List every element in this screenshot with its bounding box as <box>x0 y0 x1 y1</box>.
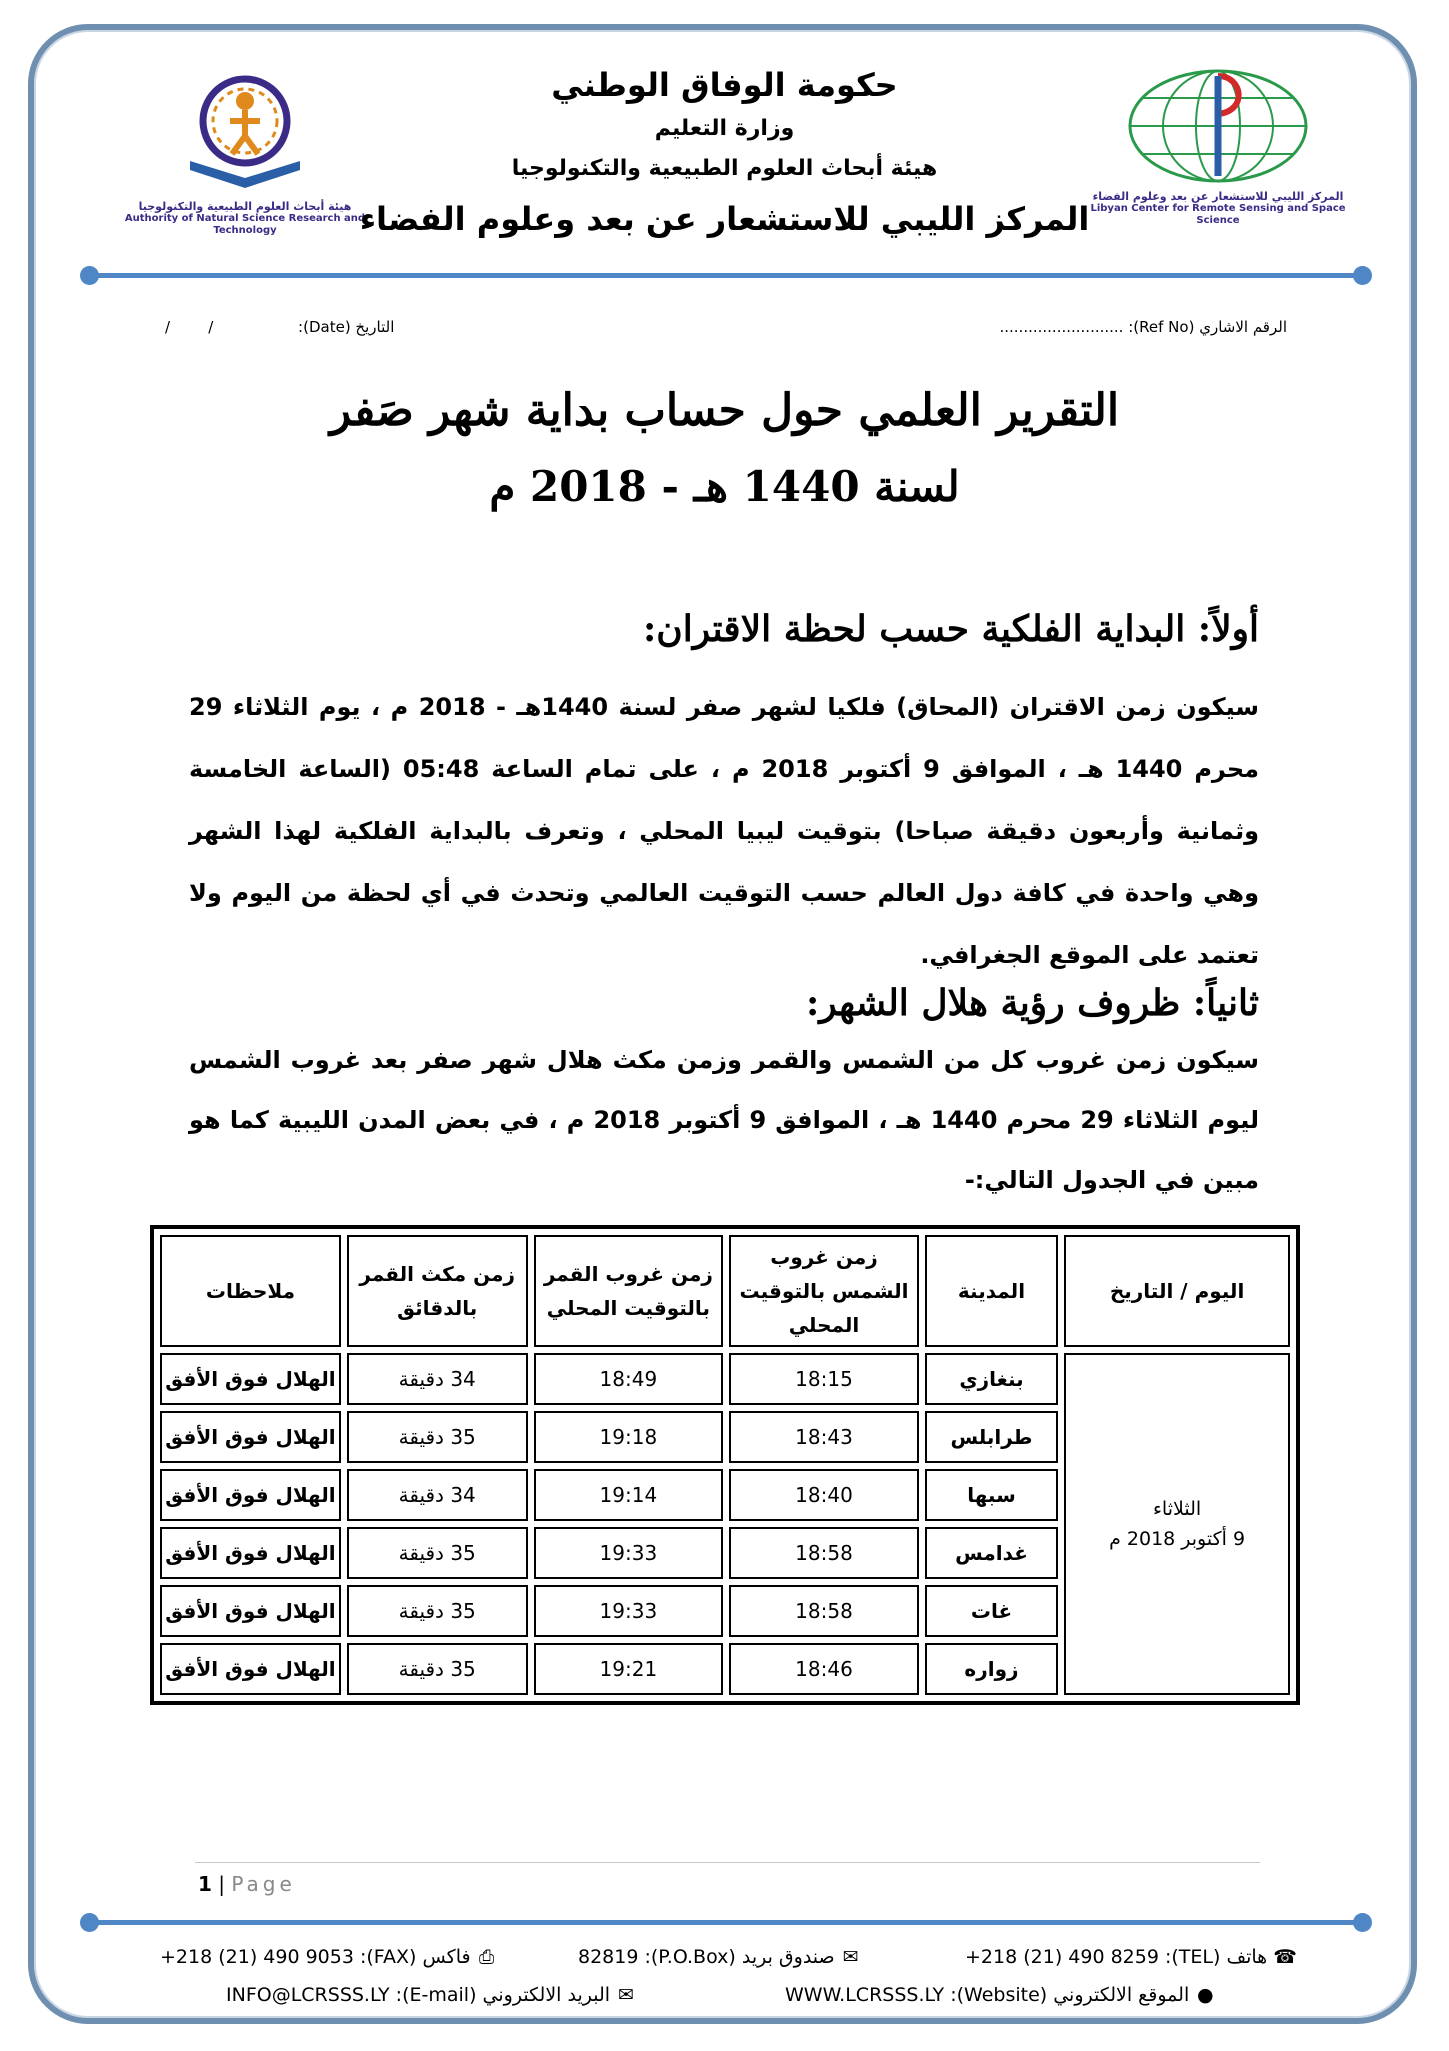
phone-icon: ☎ <box>1273 1946 1297 1968</box>
moon-sighting-table <box>150 1225 1300 1705</box>
report-subtitle: لسنة 1440 هـ - 2018 م <box>489 462 960 511</box>
globe-icon: ● <box>1196 1984 1214 2006</box>
printer-icon: ⎙ <box>479 1946 495 1968</box>
page-number-separator: | <box>218 1872 226 1896</box>
authority-logo-caption-en: Authority of Natural Science Research and Technology <box>124 213 366 236</box>
date <box>165 318 394 336</box>
header-day-date: اليوم / التاريخ <box>1064 1235 1290 1347</box>
note-cell: الهلال فوق الأفق <box>160 1527 341 1579</box>
section2-body: سيكون زمن غروب كل من الشمس والقمر وزمن مكث هلال شهر صفر بعد غروب الشمس ليوم الثلاثاء 29 محرم 1440 هـ ، الموافق 9 أكتوبر 2018 م ، في بعض المدن الليبية كما هو مبين في الجدول التالي:- <box>189 1046 1260 1194</box>
tel-text: +218 (21) 490 8259 :(TEL) هاتف <box>965 1946 1268 1968</box>
page-number-label: Page <box>231 1872 296 1896</box>
table-row <box>160 1353 1290 1405</box>
header-sunset: زمن غروب الشمس بالتوقيت المحلي <box>729 1235 919 1347</box>
sunset-cell: 18:15 <box>729 1353 919 1405</box>
header-city: المدينة <box>925 1235 1058 1347</box>
page-number-rule <box>195 1862 1260 1863</box>
fax-text: +218 (21) 490 9053 :(FAX) فاكس <box>160 1946 471 1968</box>
moonset-cell: 19:21 <box>534 1643 724 1695</box>
section1-heading: أولاً: البداية الفلكية حسب لحظة الاقتران: <box>642 608 1259 650</box>
sunset-cell: 18:40 <box>729 1469 919 1521</box>
note-cell: الهلال فوق الأفق <box>160 1353 341 1405</box>
city-cell: زواره <box>925 1643 1058 1695</box>
moon-stay-cell: 35 دقيقة <box>347 1643 528 1695</box>
footer-website <box>785 1984 1215 2006</box>
ministry-name: وزارة التعليم <box>654 116 795 141</box>
note-cell: الهلال فوق الأفق <box>160 1411 341 1463</box>
moonset-cell: 19:33 <box>534 1585 724 1637</box>
city-cell: غدامس <box>925 1527 1058 1579</box>
note-cell: الهلال فوق الأفق <box>160 1585 341 1637</box>
section1-body: سيكون زمن الاقتران (المحاق) فلكيا لشهر صفر لسنة 1440هـ - 2018 م ، يوم الثلاثاء 29 محرم 1440 هـ ، الموافق 9 أكتوبر 2018 م ، على تمام الساعة 05:48 (الساعة الخامسة وثمانية وأربعون دقيقة صباحا) بتوقيت ليبيا المحلي ، وتعرف بالبداية الفلكية لهذا الشهر وهي واحدة في كافة دول العالم حسب التوقيت العالمي وتحدث في أي لحظة من اليوم ولا تعتمد على الموقع الجغرافي. <box>189 693 1260 969</box>
note-cell: الهلال فوق الأفق <box>160 1469 341 1521</box>
footer-fax <box>160 1946 497 1968</box>
sunset-cell: 18:43 <box>729 1411 919 1463</box>
moonset-cell: 19:33 <box>534 1527 724 1579</box>
sunset-cell: 18:58 <box>729 1585 919 1637</box>
footer-divider <box>90 1920 1362 1925</box>
moon-stay-cell: 35 دقيقة <box>347 1411 528 1463</box>
ref-no-label: الرقم الاشاري (Ref No): <box>1128 318 1287 336</box>
table-header-row <box>160 1235 1290 1347</box>
section2-heading: ثانياً: ظروف رؤية هلال الشهر: <box>805 982 1259 1024</box>
header-notes: ملاحظات <box>160 1235 341 1347</box>
government-name: حكومة الوفاق الوطني <box>551 66 898 104</box>
city-cell: بنغازي <box>925 1353 1058 1405</box>
date-label: التاريخ (Date): <box>298 318 395 336</box>
email-text: INFO@LCRSSS.LY :(E-mail) البريد الالكتروني <box>226 1984 611 2006</box>
moonset-cell: 18:49 <box>534 1353 724 1405</box>
moon-stay-cell: 35 دقيقة <box>347 1585 528 1637</box>
header-divider <box>90 273 1362 278</box>
report-title: التقرير العلمي حول حساب بداية شهر صَفر <box>329 385 1120 436</box>
ref-no <box>999 318 1287 336</box>
city-cell: غات <box>925 1585 1058 1637</box>
website-text: WWW.LCRSSS.LY :(Website) الموقع الالكتروني <box>785 1984 1190 2006</box>
date-value: / / <box>165 318 214 336</box>
ref-no-value: .......................... <box>999 318 1124 336</box>
center-logo-caption-ar: المركز الليبي للاستشعار عن بعد وعلوم الفضاء <box>1092 190 1344 203</box>
email-icon: ✉ <box>618 1984 635 2006</box>
page-number <box>198 1872 296 1896</box>
page-number-value: 1 <box>198 1872 212 1896</box>
center-name: المركز الليبي للاستشعار عن بعد وعلوم الفضاء <box>359 200 1090 238</box>
moon-stay-cell: 34 دقيقة <box>347 1469 528 1521</box>
mailbox-icon: ✉ <box>842 1946 859 1968</box>
authority-logo-caption-ar: هيئة أبحاث العلوم الطبيعية والتكنولوجيا <box>138 200 352 213</box>
pobox-text: 82819 :(P.O.Box) صندوق بريد <box>578 1946 835 1968</box>
city-cell: طرابلس <box>925 1411 1058 1463</box>
authority-name: هيئة أبحاث العلوم الطبيعية والتكنولوجيا <box>511 156 938 181</box>
footer-tel <box>965 1946 1297 1968</box>
moonset-cell: 19:14 <box>534 1469 724 1521</box>
sunset-cell: 18:46 <box>729 1643 919 1695</box>
sunset-cell: 18:58 <box>729 1527 919 1579</box>
note-cell: الهلال فوق الأفق <box>160 1643 341 1695</box>
footer-email <box>226 1984 636 2006</box>
header-moon-stay: زمن مكث القمر بالدقائق <box>347 1235 528 1347</box>
footer-pobox <box>578 1946 861 1968</box>
header-moonset: زمن غروب القمر بالتوقيت المحلي <box>534 1235 724 1347</box>
moon-stay-cell: 35 دقيقة <box>347 1527 528 1579</box>
center-logo-caption-en: Libyan Center for Remote Sensing and Space Science <box>1090 203 1346 226</box>
moon-stay-cell: 34 دقيقة <box>347 1353 528 1405</box>
moonset-cell: 19:18 <box>534 1411 724 1463</box>
day-date-cell: الثلاثاء 9 أكتوبر 2018 م <box>1064 1353 1290 1695</box>
city-cell: سبها <box>925 1469 1058 1521</box>
